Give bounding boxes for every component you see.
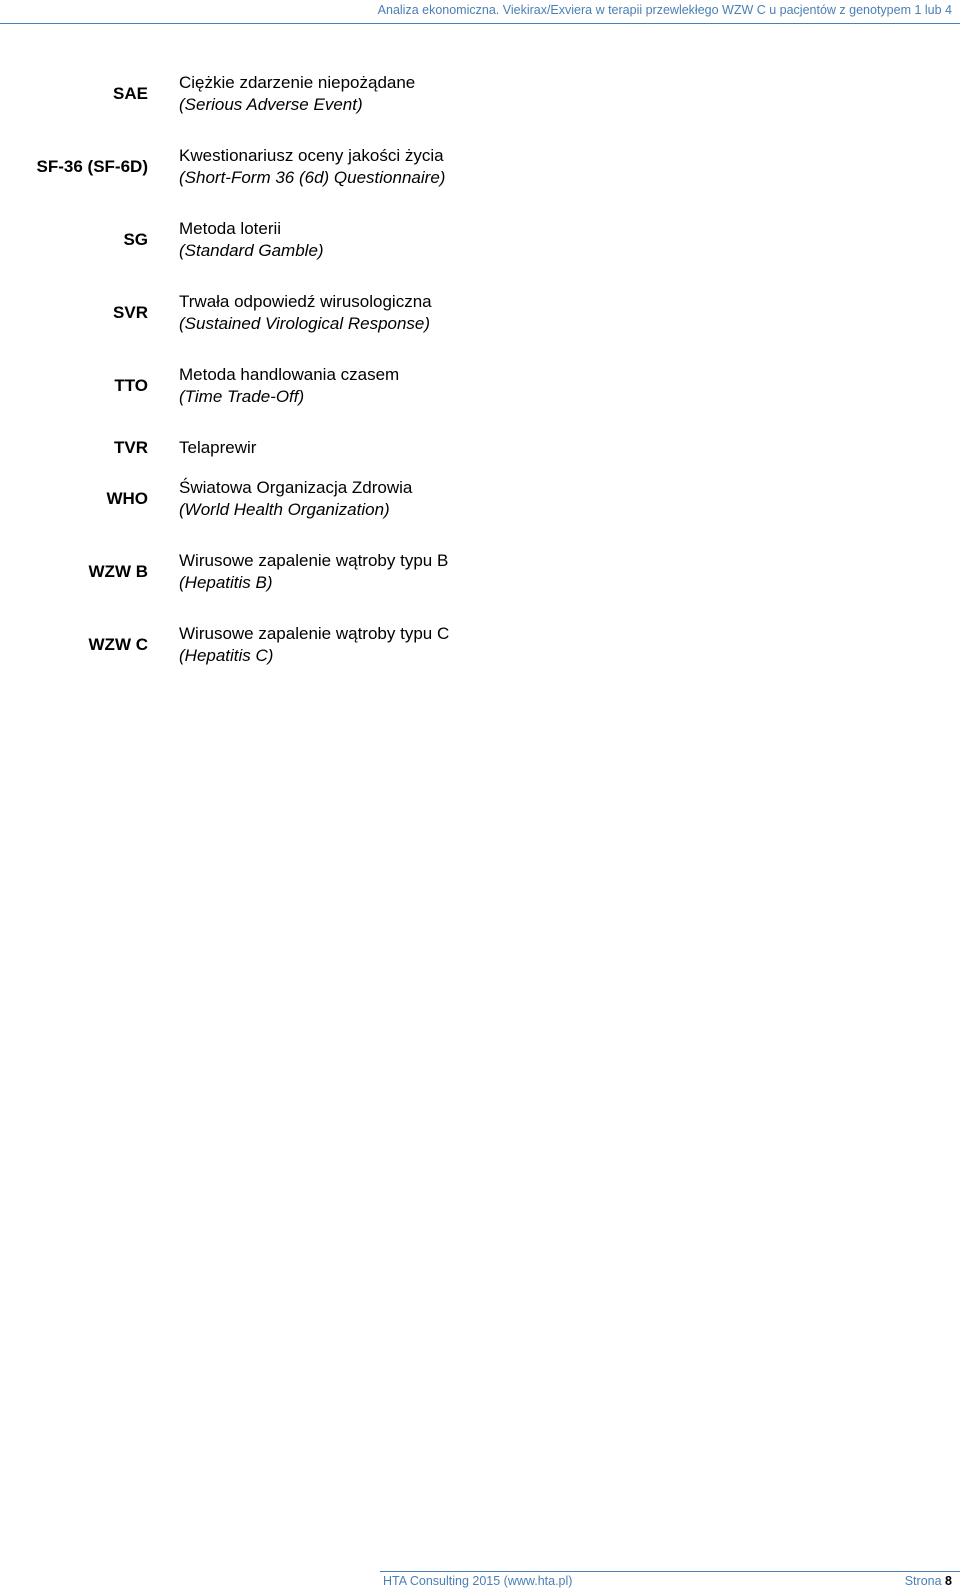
abbreviation-list — [0, 72, 960, 696]
abbreviation-definition — [179, 218, 324, 262]
abbreviation-definition — [179, 437, 256, 459]
abbreviation-row — [0, 550, 960, 594]
abbreviation-term: TVR — [114, 438, 148, 457]
abbreviation-term: SG — [123, 230, 148, 249]
footer-page — [905, 1574, 952, 1588]
definition-english: (Hepatitis C) — [179, 646, 274, 665]
definition-polish: Metoda loterii — [179, 219, 282, 238]
definition-english: (World Health Organization) — [179, 500, 390, 519]
abbreviation-definition — [179, 364, 399, 408]
abbreviation-definition — [179, 72, 415, 116]
definition-english: (Sustained Virological Response) — [179, 314, 431, 333]
abbreviation-definition — [179, 291, 432, 335]
definition-polish: Światowa Organizacja Zdrowia — [179, 478, 413, 497]
abbreviation-term: WZW C — [88, 635, 148, 654]
definition-polish: Trwała odpowiedź wirusologiczna — [179, 292, 432, 311]
definition-english: (Short-Form 36 (6d) Questionnaire) — [179, 168, 446, 187]
abbreviation-definition — [179, 550, 448, 594]
page-number: 8 — [945, 1574, 952, 1588]
definition-english: (Hepatitis B) — [179, 573, 273, 592]
footer-divider — [380, 1571, 960, 1572]
abbreviation-row — [0, 364, 960, 408]
abbreviation-row — [0, 477, 960, 521]
abbreviation-row — [0, 145, 960, 189]
abbreviation-definition — [179, 623, 449, 667]
abbreviation-definition — [179, 477, 412, 521]
abbreviation-term: TTO — [114, 376, 148, 395]
abbreviation-definition — [179, 145, 445, 189]
abbreviation-term: WHO — [106, 489, 148, 508]
abbreviation-row — [0, 291, 960, 335]
abbreviation-term: SF-36 (SF-6D) — [36, 157, 148, 176]
definition-polish: Kwestionariusz oceny jakości życia — [179, 146, 444, 165]
definition-polish: Ciężkie zdarzenie niepożądane — [179, 73, 416, 92]
page-label: Strona — [904, 1574, 942, 1588]
abbreviation-row — [0, 437, 960, 459]
definition-polish: Wirusowe zapalenie wątroby typu B — [179, 551, 449, 570]
definition-polish: Telaprewir — [179, 438, 257, 457]
header-divider — [0, 23, 960, 24]
abbreviation-term: WZW B — [88, 562, 148, 581]
footer-company: HTA Consulting 2015 (www.hta.pl) — [383, 1574, 573, 1588]
page-header: Analiza ekonomiczna. Viekirax/Exviera w terapii przewlekłego WZW C u pacjentów z genotypem 1 lub 4 — [377, 3, 952, 17]
abbreviation-row — [0, 623, 960, 667]
abbreviation-term: SVR — [113, 303, 148, 322]
definition-english: (Time Trade-Off) — [179, 387, 305, 406]
abbreviation-row — [0, 218, 960, 262]
definition-english: (Standard Gamble) — [179, 241, 324, 260]
abbreviation-term: SAE — [113, 84, 148, 103]
abbreviation-row — [0, 72, 960, 116]
definition-english: (Serious Adverse Event) — [179, 95, 363, 114]
definition-polish: Wirusowe zapalenie wątroby typu C — [179, 624, 450, 643]
definition-polish: Metoda handlowania czasem — [179, 365, 400, 384]
